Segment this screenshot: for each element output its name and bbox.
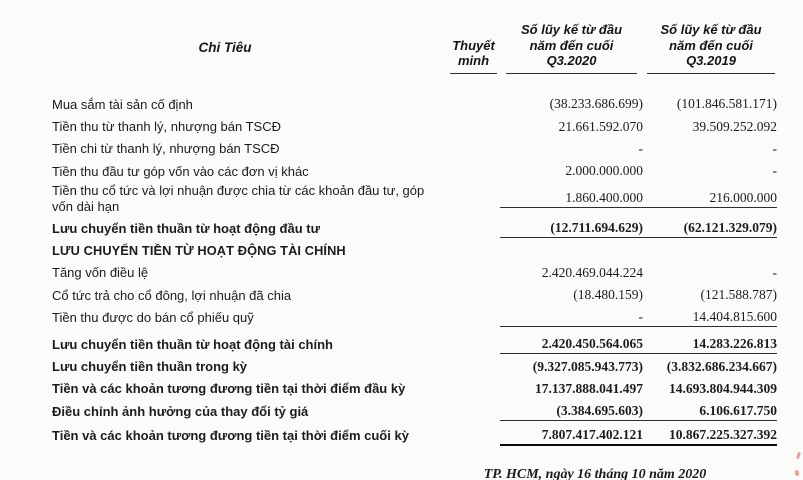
row-label: Lưu chuyển tiền thuần từ hoạt động đầu tư bbox=[52, 220, 320, 236]
table-row bbox=[0, 240, 803, 262]
row-value-q3-2020: 7.807.417.402.121 bbox=[500, 427, 643, 446]
column-header-q3-2019: Số lũy kế từ đầu năm đến cuối Q3.2019 bbox=[647, 22, 775, 74]
row-value-q3-2020: - bbox=[638, 140, 643, 156]
row-label: Mua sắm tài sản cố định bbox=[52, 96, 193, 112]
row-label: Tiền thu được do bán cổ phiếu quỹ bbox=[52, 310, 254, 326]
row-label: Cổ tức trả cho cổ đông, lợi nhuận đã chia bbox=[52, 287, 292, 303]
row-value-q3-2019: (62.121.329.079) bbox=[643, 220, 777, 238]
row-value-q3-2019: - bbox=[772, 140, 777, 156]
row-label: Tiền và các khoản tương đương tiền tại thời điểm cuối kỳ bbox=[52, 428, 409, 444]
row-label: Lưu chuyển tiền thuần trong kỳ bbox=[52, 358, 248, 374]
row-value-q3-2019: 14.404.815.600 bbox=[643, 309, 777, 327]
row-value-q3-2020: (12.711.694.629) bbox=[500, 220, 643, 238]
column-header-q3-2020: Số lũy kế từ đầu năm đến cuối Q3.2020 bbox=[506, 22, 637, 74]
row-label: Tiền và các khoản tương đương tiền tại thời điểm đầu kỳ bbox=[52, 381, 406, 397]
row-value-q3-2019 bbox=[643, 251, 777, 252]
table-row bbox=[0, 116, 803, 138]
row-value-q3-2019: 6.106.617.750 bbox=[643, 403, 777, 421]
row-value-q3-2020: 21.661.592.070 bbox=[558, 118, 643, 134]
row-value-q3-2020: 17.137.888.041.497 bbox=[535, 380, 643, 396]
table-row bbox=[0, 262, 803, 284]
table-row bbox=[0, 401, 803, 423]
table-row bbox=[0, 138, 803, 160]
row-value-q3-2020: (38.233.686.699) bbox=[549, 96, 643, 112]
table-row bbox=[0, 183, 803, 215]
row-value-q3-2020: 2.420.450.564.065 bbox=[500, 336, 643, 354]
row-value-q3-2020: (3.384.695.603) bbox=[500, 403, 643, 421]
row-value-q3-2020: (18.480.159) bbox=[573, 287, 643, 303]
scan-artifact bbox=[796, 452, 801, 460]
row-value-q3-2019: (3.832.686.234.667) bbox=[666, 358, 777, 374]
table-row bbox=[0, 307, 803, 329]
row-label: Tiền thu đầu tư góp vốn vào các đơn vị khác bbox=[52, 163, 309, 179]
row-value-q3-2019: (121.588.787) bbox=[700, 287, 777, 303]
table-row bbox=[0, 378, 803, 400]
row-value-q3-2019: 39.509.252.092 bbox=[692, 118, 777, 134]
table-header-row bbox=[0, 0, 803, 74]
row-value-q3-2019: - bbox=[772, 264, 777, 280]
scan-artifact bbox=[794, 470, 799, 477]
row-label: Tiền thu cổ tức và lợi nhuận được chia từ các khoản đầu tư, góp vốn dài hạn bbox=[52, 183, 425, 215]
row-label: Lưu chuyển tiền thuần từ hoạt động tài chính bbox=[52, 336, 333, 352]
row-label: Tăng vốn điều lệ bbox=[52, 265, 149, 281]
row-value-q3-2020: - bbox=[500, 309, 643, 327]
row-label: Điều chỉnh ảnh hưởng của thay đổi tỷ giá bbox=[52, 403, 309, 419]
table-row bbox=[0, 217, 803, 239]
table-row bbox=[0, 285, 803, 307]
row-value-q3-2019: - bbox=[772, 163, 777, 179]
row-label: LƯU CHUYỂN TIỀN TỪ HOẠT ĐỘNG TÀI CHÍNH bbox=[52, 242, 346, 258]
table-row bbox=[0, 356, 803, 378]
column-header-notes: Thuyết minh bbox=[450, 38, 497, 74]
row-value-q3-2020: 2.000.000.000 bbox=[565, 163, 643, 179]
row-value-q3-2020: 1.860.400.000 bbox=[500, 190, 643, 208]
row-label: Tiền thu từ thanh lý, nhượng bán TSCĐ bbox=[52, 118, 281, 134]
row-label: Tiền chi từ thanh lý, nhượng bán TSCĐ bbox=[52, 141, 280, 157]
row-value-q3-2020 bbox=[500, 251, 643, 252]
table-body bbox=[0, 94, 803, 448]
table-row bbox=[0, 425, 803, 447]
row-value-q3-2019: 14.693.804.944.309 bbox=[669, 380, 777, 396]
place-and-date-line: TP. HCM, ngày 16 tháng 10 năm 2020 bbox=[483, 467, 707, 480]
row-value-q3-2019: 10.867.225.327.392 bbox=[643, 427, 777, 446]
row-value-q3-2020: (9.327.085.943.773) bbox=[532, 358, 643, 374]
row-value-q3-2019: 14.283.226.813 bbox=[643, 336, 777, 354]
table-row bbox=[0, 161, 803, 183]
table-row bbox=[0, 94, 803, 116]
column-header-items: Chi Tiêu bbox=[198, 40, 252, 55]
table-row bbox=[0, 333, 803, 355]
row-value-q3-2020: 2.420.469.044.224 bbox=[541, 264, 643, 280]
row-value-q3-2019: (101.846.581.171) bbox=[676, 96, 777, 112]
row-value-q3-2019: 216.000.000 bbox=[643, 190, 777, 208]
